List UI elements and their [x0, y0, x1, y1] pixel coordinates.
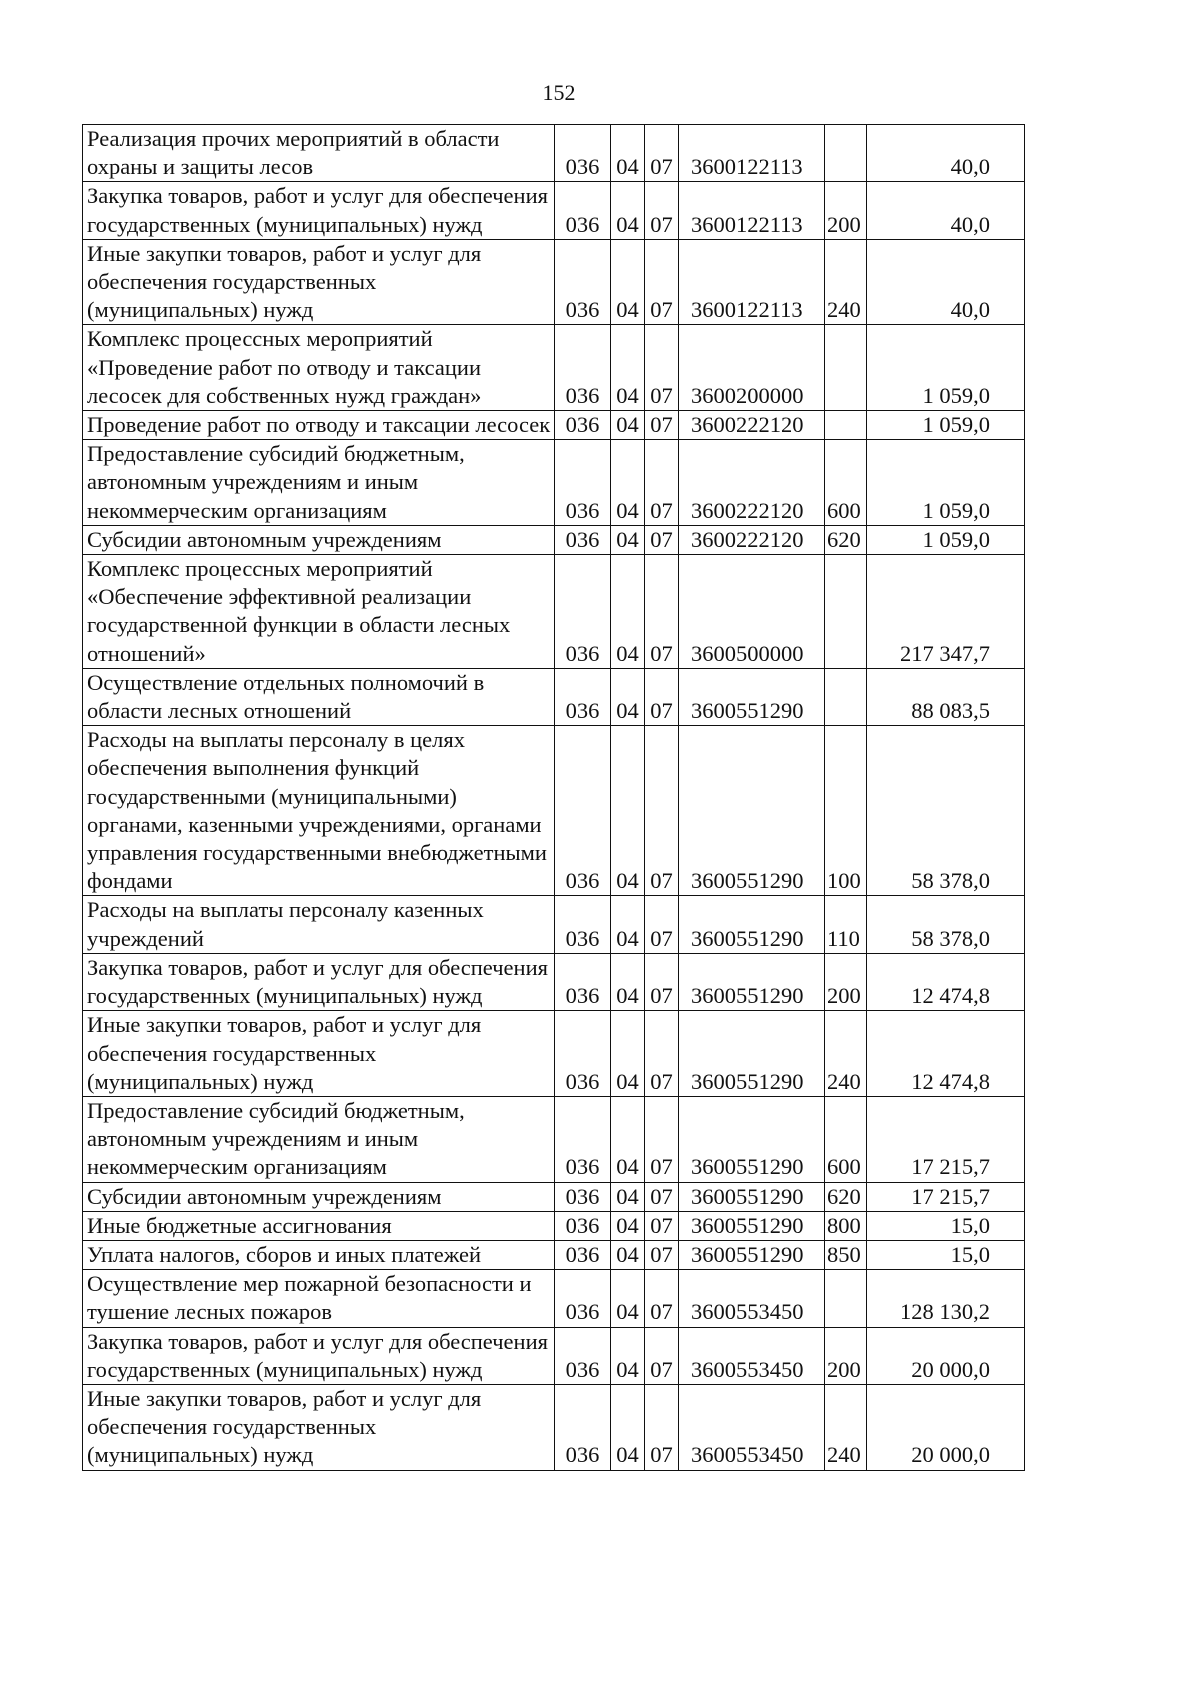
- gr-code-cell: 036: [555, 182, 611, 239]
- subsection-code-cell: 07: [645, 1096, 679, 1182]
- expense-name-cell: Закупка товаров, работ и услуг для обеспечения государственных (муниципальных) нужд: [83, 1327, 555, 1384]
- target-article-cell: 3600200000: [679, 325, 825, 411]
- target-article-cell: 3600222120: [679, 440, 825, 526]
- section-code-cell: 04: [611, 555, 645, 669]
- gr-code-cell: 036: [555, 1240, 611, 1269]
- target-article-cell: 3600553450: [679, 1384, 825, 1470]
- table-row: [83, 726, 1025, 896]
- subsection-code-cell: 07: [645, 1011, 679, 1097]
- gr-code-cell: 036: [555, 555, 611, 669]
- expense-type-cell: 620: [825, 1182, 867, 1211]
- target-article-cell: 3600551290: [679, 1096, 825, 1182]
- subsection-code-cell: 07: [645, 125, 679, 182]
- section-code-cell: 04: [611, 1327, 645, 1384]
- gr-code-cell: 036: [555, 668, 611, 725]
- expense-type-cell: 200: [825, 1327, 867, 1384]
- table-row: [83, 440, 1025, 526]
- expense-name-cell: Иные закупки товаров, работ и услуг для обеспечения государственных (муниципальных) нужд: [83, 239, 555, 325]
- section-code-cell: 04: [611, 896, 645, 953]
- expense-type-cell: 240: [825, 1384, 867, 1470]
- expense-name-cell: Комплекс процессных мероприятий «Обеспечение эффективной реализации государственной функции в области лесных отношений»: [83, 555, 555, 669]
- section-code-cell: 04: [611, 525, 645, 554]
- expense-type-cell: 620: [825, 525, 867, 554]
- subsection-code-cell: 07: [645, 1270, 679, 1327]
- table-row: [83, 1384, 1025, 1470]
- subsection-code-cell: 07: [645, 525, 679, 554]
- amount-cell: 17 215,7: [867, 1096, 1025, 1182]
- amount-cell: 1 059,0: [867, 440, 1025, 526]
- target-article-cell: 3600553450: [679, 1327, 825, 1384]
- amount-cell: 20 000,0: [867, 1327, 1025, 1384]
- expense-type-cell: 850: [825, 1240, 867, 1269]
- subsection-code-cell: 07: [645, 1240, 679, 1269]
- section-code-cell: 04: [611, 1240, 645, 1269]
- expense-name-cell: Расходы на выплаты персоналу казенных учреждений: [83, 896, 555, 953]
- section-code-cell: 04: [611, 668, 645, 725]
- table-row: [83, 239, 1025, 325]
- expense-name-cell: Предоставление субсидий бюджетным, автономным учреждениям и иным некоммерческим организациям: [83, 1096, 555, 1182]
- section-code-cell: 04: [611, 1096, 645, 1182]
- target-article-cell: 3600551290: [679, 668, 825, 725]
- amount-cell: 15,0: [867, 1240, 1025, 1269]
- expense-name-cell: Закупка товаров, работ и услуг для обеспечения государственных (муниципальных) нужд: [83, 182, 555, 239]
- subsection-code-cell: 07: [645, 1211, 679, 1240]
- expense-name-cell: Расходы на выплаты персоналу в целях обеспечения выполнения функций государственными (муниципальными) органами, казенными учреждениями, органами управления государственными внебюджетными фондами: [83, 726, 555, 896]
- section-code-cell: 04: [611, 182, 645, 239]
- gr-code-cell: 036: [555, 896, 611, 953]
- subsection-code-cell: 07: [645, 1327, 679, 1384]
- subsection-code-cell: 07: [645, 668, 679, 725]
- target-article-cell: 3600122113: [679, 239, 825, 325]
- expense-name-cell: Осуществление отдельных полномочий в области лесных отношений: [83, 668, 555, 725]
- subsection-code-cell: 07: [645, 1182, 679, 1211]
- target-article-cell: 3600551290: [679, 953, 825, 1010]
- target-article-cell: 3600551290: [679, 1240, 825, 1269]
- gr-code-cell: 036: [555, 1327, 611, 1384]
- expense-type-cell: 600: [825, 440, 867, 526]
- subsection-code-cell: 07: [645, 325, 679, 411]
- subsection-code-cell: 07: [645, 953, 679, 1010]
- expense-type-cell: 110: [825, 896, 867, 953]
- expense-name-cell: Иные закупки товаров, работ и услуг для обеспечения государственных (муниципальных) нужд: [83, 1011, 555, 1097]
- amount-cell: 1 059,0: [867, 411, 1025, 440]
- gr-code-cell: 036: [555, 325, 611, 411]
- amount-cell: 40,0: [867, 182, 1025, 239]
- expense-type-cell: [825, 555, 867, 669]
- gr-code-cell: 036: [555, 1211, 611, 1240]
- amount-cell: 58 378,0: [867, 726, 1025, 896]
- amount-cell: 88 083,5: [867, 668, 1025, 725]
- amount-cell: 12 474,8: [867, 953, 1025, 1010]
- table-row: [83, 896, 1025, 953]
- table-row: [83, 1011, 1025, 1097]
- gr-code-cell: 036: [555, 726, 611, 896]
- subsection-code-cell: 07: [645, 239, 679, 325]
- table-row: [83, 182, 1025, 239]
- section-code-cell: 04: [611, 125, 645, 182]
- expense-name-cell: Иные закупки товаров, работ и услуг для обеспечения государственных (муниципальных) нужд: [83, 1384, 555, 1470]
- section-code-cell: 04: [611, 953, 645, 1010]
- table-row: [83, 668, 1025, 725]
- table-row: [83, 1327, 1025, 1384]
- expense-name-cell: Комплекс процессных мероприятий «Проведение работ по отводу и таксации лесосек для собственных нужд граждан»: [83, 325, 555, 411]
- amount-cell: 40,0: [867, 239, 1025, 325]
- table-row: [83, 325, 1025, 411]
- expense-name-cell: Предоставление субсидий бюджетным, автономным учреждениям и иным некоммерческим организациям: [83, 440, 555, 526]
- table-row: [83, 1270, 1025, 1327]
- table-row: [83, 1240, 1025, 1269]
- section-code-cell: 04: [611, 1182, 645, 1211]
- gr-code-cell: 036: [555, 125, 611, 182]
- table-row: [83, 1182, 1025, 1211]
- table-row: [83, 411, 1025, 440]
- amount-cell: 17 215,7: [867, 1182, 1025, 1211]
- table-row: [83, 125, 1025, 182]
- target-article-cell: 3600551290: [679, 896, 825, 953]
- gr-code-cell: 036: [555, 440, 611, 526]
- target-article-cell: 3600551290: [679, 726, 825, 896]
- gr-code-cell: 036: [555, 411, 611, 440]
- amount-cell: 12 474,8: [867, 1011, 1025, 1097]
- subsection-code-cell: 07: [645, 1384, 679, 1470]
- subsection-code-cell: 07: [645, 896, 679, 953]
- expense-type-cell: 800: [825, 1211, 867, 1240]
- table-row: [83, 1096, 1025, 1182]
- subsection-code-cell: 07: [645, 440, 679, 526]
- section-code-cell: 04: [611, 239, 645, 325]
- target-article-cell: 3600122113: [679, 125, 825, 182]
- section-code-cell: 04: [611, 1011, 645, 1097]
- section-code-cell: 04: [611, 1384, 645, 1470]
- expense-type-cell: 200: [825, 182, 867, 239]
- expense-name-cell: Осуществление мер пожарной безопасности и тушение лесных пожаров: [83, 1270, 555, 1327]
- subsection-code-cell: 07: [645, 411, 679, 440]
- table-body: [83, 125, 1025, 1471]
- expense-name-cell: Иные бюджетные ассигнования: [83, 1211, 555, 1240]
- target-article-cell: 3600122113: [679, 182, 825, 239]
- expense-type-cell: [825, 411, 867, 440]
- subsection-code-cell: 07: [645, 182, 679, 239]
- target-article-cell: 3600500000: [679, 555, 825, 669]
- target-article-cell: 3600551290: [679, 1182, 825, 1211]
- amount-cell: 1 059,0: [867, 525, 1025, 554]
- section-code-cell: 04: [611, 1211, 645, 1240]
- expense-name-cell: Субсидии автономным учреждениям: [83, 525, 555, 554]
- gr-code-cell: 036: [555, 239, 611, 325]
- amount-cell: 15,0: [867, 1211, 1025, 1240]
- table-row: [83, 555, 1025, 669]
- target-article-cell: 3600551290: [679, 1011, 825, 1097]
- gr-code-cell: 036: [555, 1011, 611, 1097]
- expense-name-cell: Субсидии автономным учреждениям: [83, 1182, 555, 1211]
- amount-cell: 1 059,0: [867, 325, 1025, 411]
- table-row: [83, 1211, 1025, 1240]
- expense-name-cell: Уплата налогов, сборов и иных платежей: [83, 1240, 555, 1269]
- gr-code-cell: 036: [555, 1384, 611, 1470]
- expense-type-cell: [825, 325, 867, 411]
- page-number: 152: [542, 80, 576, 105]
- section-code-cell: 04: [611, 726, 645, 896]
- amount-cell: 40,0: [867, 125, 1025, 182]
- gr-code-cell: 036: [555, 953, 611, 1010]
- subsection-code-cell: 07: [645, 555, 679, 669]
- target-article-cell: 3600551290: [679, 1211, 825, 1240]
- amount-cell: 128 130,2: [867, 1270, 1025, 1327]
- subsection-code-cell: 07: [645, 726, 679, 896]
- expense-name-cell: Закупка товаров, работ и услуг для обеспечения государственных (муниципальных) нужд: [83, 953, 555, 1010]
- target-article-cell: 3600222120: [679, 411, 825, 440]
- gr-code-cell: 036: [555, 1270, 611, 1327]
- amount-cell: 217 347,7: [867, 555, 1025, 669]
- expense-type-cell: 240: [825, 1011, 867, 1097]
- section-code-cell: 04: [611, 325, 645, 411]
- expense-type-cell: [825, 1270, 867, 1327]
- gr-code-cell: 036: [555, 1096, 611, 1182]
- amount-cell: 20 000,0: [867, 1384, 1025, 1470]
- table-row: [83, 953, 1025, 1010]
- expense-type-cell: 600: [825, 1096, 867, 1182]
- expense-type-cell: [825, 668, 867, 725]
- expense-name-cell: Реализация прочих мероприятий в области охраны и защиты лесов: [83, 125, 555, 182]
- expense-type-cell: 200: [825, 953, 867, 1010]
- section-code-cell: 04: [611, 411, 645, 440]
- target-article-cell: 3600553450: [679, 1270, 825, 1327]
- expense-name-cell: Проведение работ по отводу и таксации лесосек: [83, 411, 555, 440]
- section-code-cell: 04: [611, 1270, 645, 1327]
- table-row: [83, 525, 1025, 554]
- section-code-cell: 04: [611, 440, 645, 526]
- target-article-cell: 3600222120: [679, 525, 825, 554]
- gr-code-cell: 036: [555, 525, 611, 554]
- expense-type-cell: [825, 125, 867, 182]
- gr-code-cell: 036: [555, 1182, 611, 1211]
- budget-table: [82, 124, 1025, 1471]
- amount-cell: 58 378,0: [867, 896, 1025, 953]
- expense-type-cell: 100: [825, 726, 867, 896]
- expense-type-cell: 240: [825, 239, 867, 325]
